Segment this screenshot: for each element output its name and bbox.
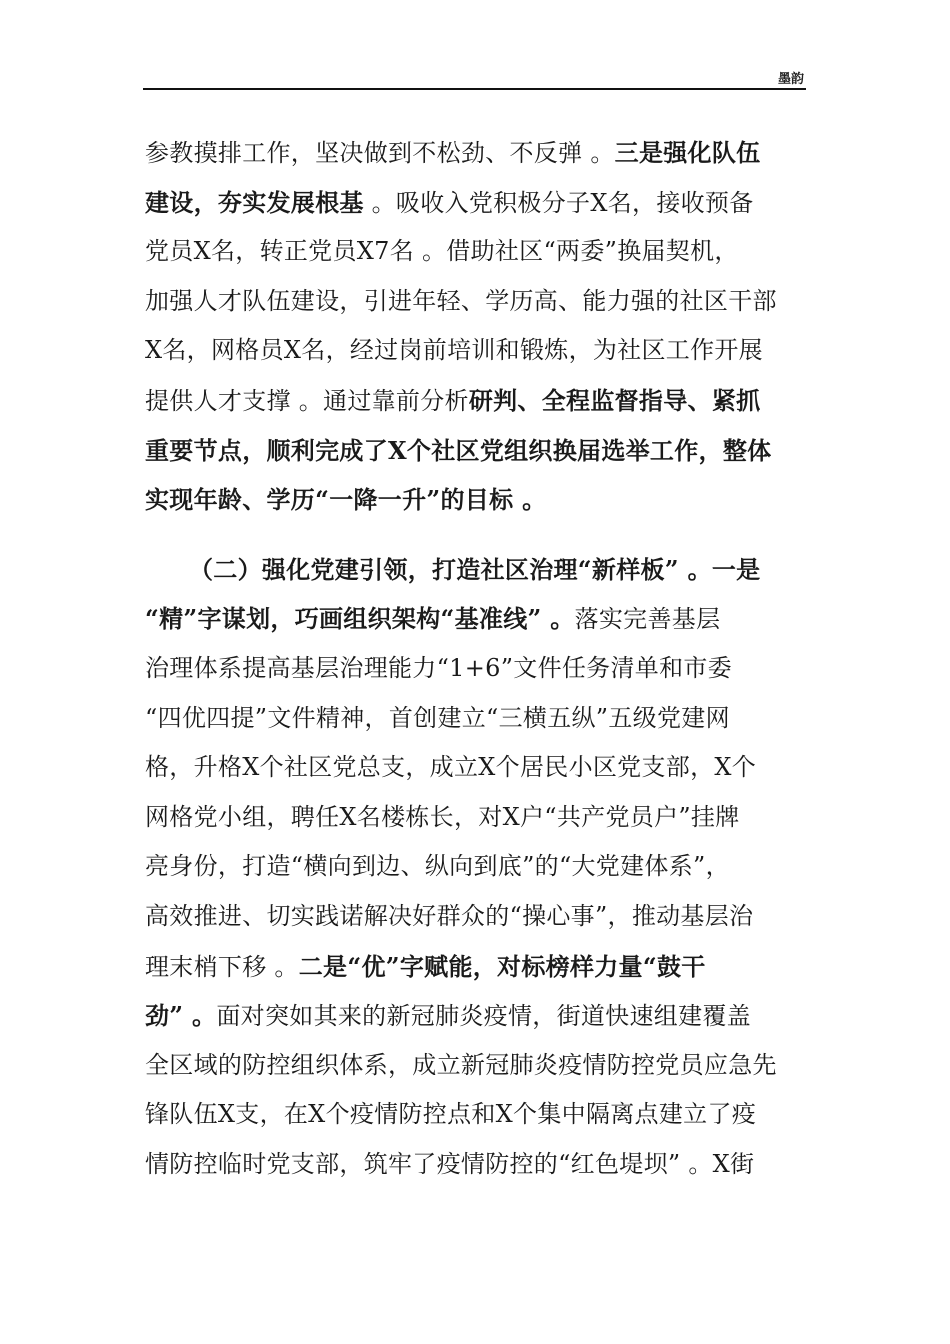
text-segment: 情防控临时党支部，筑牢了疫情防控的“红色堤坝” 。X街 (145, 1149, 755, 1178)
text-line (145, 594, 810, 644)
bold-text-segment: 二是“优”字赋能，对标榜样力量“鼓干 (298, 951, 706, 981)
text-line (145, 1140, 810, 1190)
text-segment: 提供人才支撑 。通过靠前分析 (145, 386, 469, 415)
text-line (145, 1090, 810, 1140)
text-segment: 治理体系提高基层治理能力“1+6”文件任务清单和市委 (145, 653, 732, 682)
bold-text-segment: 研判、全程监督指导、紧抓 (468, 385, 761, 415)
text-line (145, 326, 810, 376)
text-segment: 锋队伍X支，在X个疫情防控点和X个集中隔离点建立了疫 (145, 1100, 757, 1129)
text-line (145, 128, 810, 178)
text-line (145, 376, 810, 426)
text-line (145, 942, 810, 992)
bold-text-segment: 劲” 。 (145, 1001, 217, 1031)
bold-text-segment: “精”字谋划，巧画组织架构“基准线” 。 (145, 604, 575, 634)
bold-text-segment: 重要节点，顺利完成了X个社区党组织换届选举工作，整体 (145, 435, 772, 465)
text-line (145, 892, 810, 942)
text-line (145, 842, 810, 892)
text-line (145, 178, 810, 228)
bold-text-segment: 实现年龄、学历“一降一升”的目标 。 (145, 485, 547, 515)
text-line (145, 475, 810, 525)
text-segment: 参教摸排工作，坚决做到不松劲、不反弹 。 (145, 139, 615, 167)
text-segment: X名，网格员X名，经过岗前培训和锻炼，为社区工作开展 (145, 336, 763, 365)
text-line (145, 277, 810, 327)
text-line (145, 793, 810, 843)
text-line (145, 1041, 810, 1091)
bold-text-segment: 三是强化队伍 (614, 138, 761, 167)
text-segment: 落实完善基层 (574, 605, 721, 634)
text-segment: 高效推进、切实践诺解决好群众的“操心事”，推动基层治 (145, 901, 754, 930)
text-segment: 。吸收入党积极分子X名，接收预备 (363, 188, 754, 217)
bold-text-segment: （二）强化党建引领，打造社区治理“新样板” 。一是 (189, 554, 761, 584)
text-segment: 面对突如其来的新冠肺炎疫情，街道快速组建覆盖 (216, 1002, 751, 1031)
bold-text-segment: 建设，夯实发展根基 (145, 187, 364, 217)
text-segment: 加强人才队伍建设，引进年轻、学历高、能力强的社区干部 (145, 286, 777, 315)
text-line (145, 644, 810, 694)
body-text (145, 128, 810, 1189)
header-brand: 墨韵 (777, 72, 804, 87)
text-segment: 理末梢下移 。 (145, 952, 299, 981)
text-line (145, 991, 810, 1041)
text-line (145, 227, 810, 277)
text-segment: 党员X名，转正党员X7名 。借助社区“两委”换届契机， (145, 237, 739, 266)
text-segment: “四优四提”文件精神，首创建立“三横五纵”五级党建网 (145, 703, 730, 732)
text-segment: 亮身份，打造“横向到边、纵向到底”的“大党建体系”， (145, 852, 730, 881)
text-line (145, 743, 810, 793)
text-line (145, 426, 810, 476)
text-segment: 全区域的防控组织体系，成立新冠肺炎疫情防控党员应急先 (145, 1050, 777, 1079)
text-segment: 格，升格X个社区党总支，成立X个居民小区党支部，X个 (145, 753, 757, 782)
text-line (145, 545, 810, 595)
header-divider (143, 88, 806, 90)
text-line (145, 694, 810, 744)
paragraph-gap (145, 525, 810, 545)
text-segment: 网格党小组，聘任X名楼栋长，对X户“共产党员户”挂牌 (145, 802, 740, 831)
